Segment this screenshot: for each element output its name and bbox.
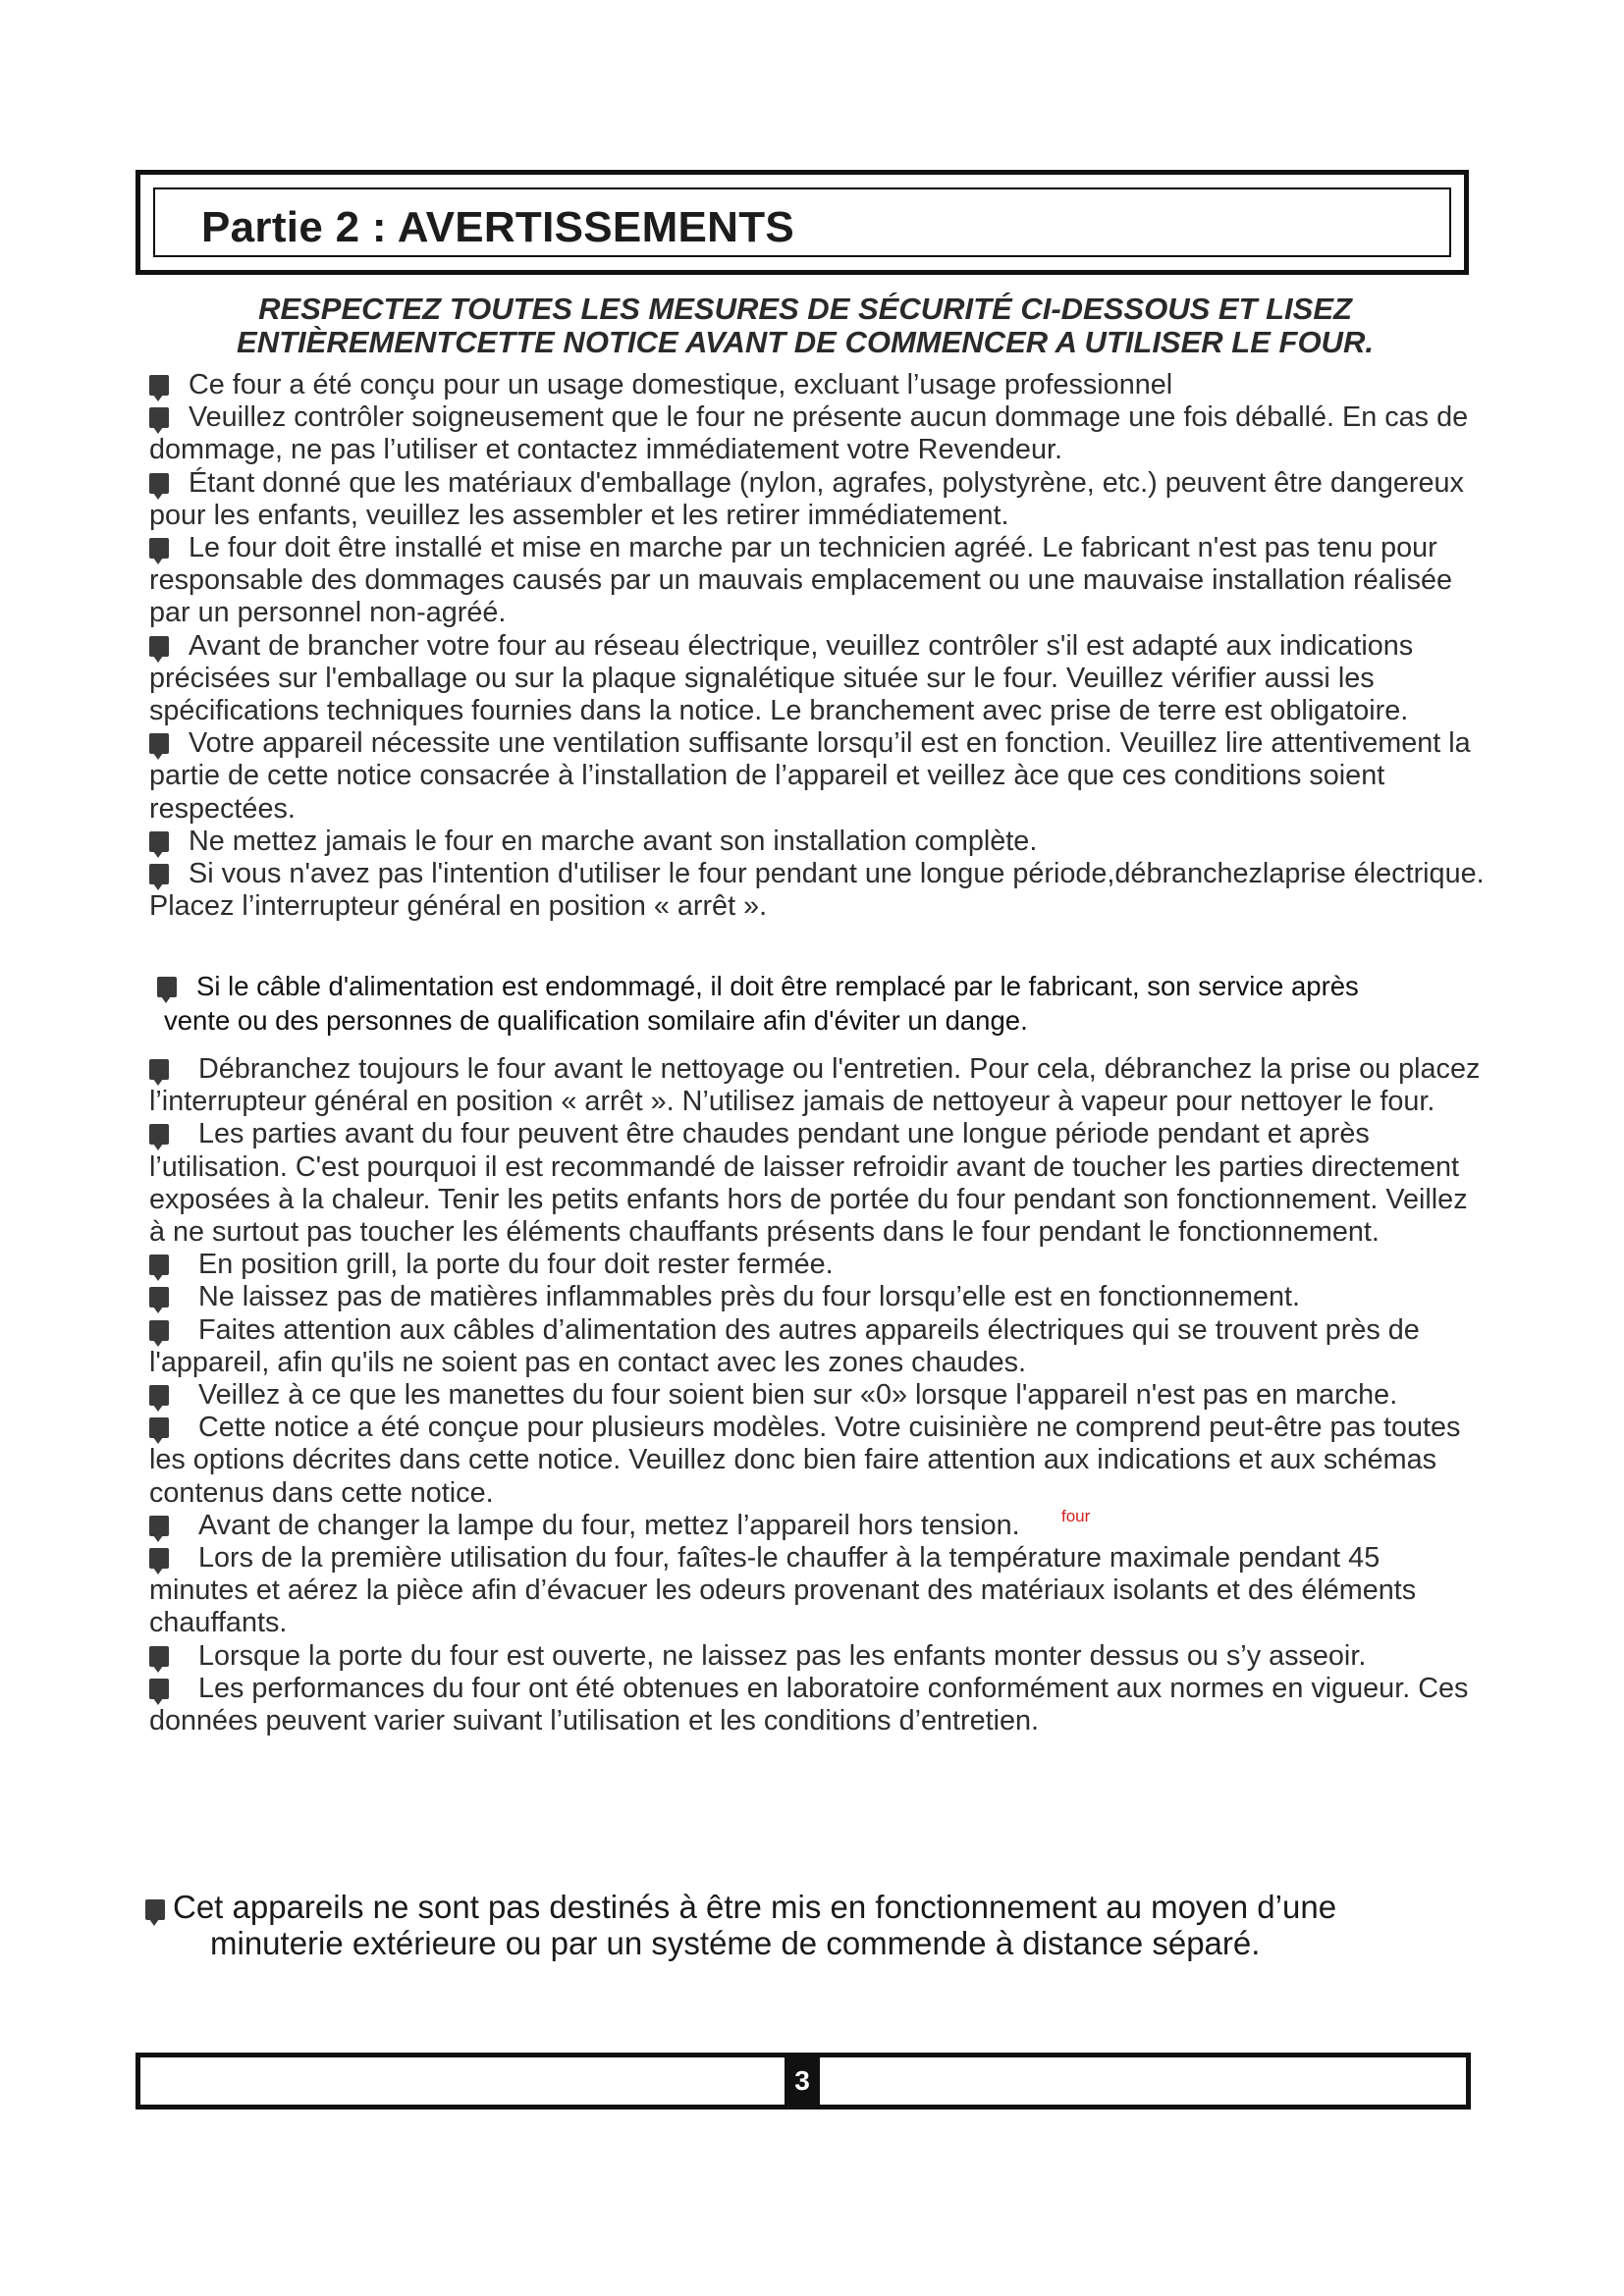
remote-control-note: Cet appareils ne sont pas destinés à être mis en fonctionnement au moyen d’une minuterie extérieure ou par un systéme de commende à distance séparé.: [145, 1889, 1549, 1961]
warning-item: Le four doit être installé et mise en marche par un technicien agréé. Le fabricant n'est pas tenu pour responsable des dommages causés par un mauvais emplacement ou une mauvaise installation réalisée par un personnel non-agréé.: [149, 532, 1453, 629]
bullet-icon: [149, 1059, 169, 1080]
bullet-icon: [149, 1287, 169, 1308]
bullet-icon: [149, 1548, 169, 1569]
warning-item: Votre appareil nécessite une ventilation suffisante lorsqu’il est en fonction. Veuillez lire attentivement la partie de cette notice consacrée à l’installation de l’appareil et veillez àce que ces conditions soient respectées.: [149, 727, 1471, 825]
footer-bar: [135, 2053, 1471, 2109]
power-cable-warning: Si le câble d'alimentation est endommagé, il doit être remplacé par le fabricant, son service après vente ou des personnes de qualification somilaire afin d'éviter un dange.: [157, 969, 1532, 1038]
bullet-icon: [149, 1385, 169, 1406]
warning-item: Si vous n'avez pas l'intention d'utiliser le four pendant une longue période,débranchezlaprise électrique. Placez l’interrupteur général en position « arrêt ».: [149, 858, 1485, 923]
bullet-icon: [149, 636, 169, 657]
warning-item: Cette notice a été conçue pour plusieurs modèles. Votre cuisinière ne comprend peut-être pas toutes les options décrites dans cette notice. Veuillez donc bien faire attention aux indications et aux schémas contenus dans cette notice.: [149, 1412, 1461, 1509]
warning-item: Avant de changer la lampe du four, mettez l’appareil hors tension.: [149, 1510, 1487, 1542]
bullet-icon: [149, 1646, 169, 1667]
bullet-icon: [149, 1320, 169, 1341]
bullet-icon: [149, 473, 169, 494]
bullet-icon: [149, 1417, 169, 1438]
warning-item: Lorsque la porte du four est ouverte, ne laissez pas les enfants monter dessus ou s’y asseoir.: [149, 1640, 1487, 1673]
page-number: 3: [785, 2057, 820, 2105]
bullet-icon: [149, 407, 169, 428]
warning-item: Lors de la première utilisation du four, faîtes-le chauffer à la température maximale pendant 45 minutes et aérez la pièce afin d’évacuer les odeurs provenant des matériaux isolants et des éléments chauffants.: [149, 1542, 1417, 1639]
warnings-list-2: [149, 1053, 1487, 1737]
warning-item: Faites attention aux câbles d’alimentation des autres appareils électriques qui se trouvent près de l'appareil, afin qu'ils ne soient pas en contact avec les zones chaudes.: [149, 1313, 1420, 1378]
safety-intro: RESPECTEZ TOUTES LES MESURES DE SÉCURITÉ CI-DESSOUS ET LISEZ ENTIÈREMENTCETTE NOTICE AVANT DE COMMENCER A UTILISER LE FOUR.: [237, 292, 1374, 359]
bullet-icon: [149, 864, 169, 884]
bullet-icon: [149, 1679, 169, 1699]
page-title: Partie 2 : AVERTISSEMENTS: [201, 203, 795, 251]
bullet-icon: [149, 538, 169, 559]
warning-item: Ne laissez pas de matières inflammables près du four lorsqu’elle est en fonctionnement.: [149, 1281, 1487, 1313]
warning-item: Veuillez contrôler soigneusement que le four ne présente aucun dommage une fois déballé. En cas de dommage, ne pas l’utiliser et contactez immédiatement votre Revendeur.: [149, 401, 1469, 466]
bullet-icon: [149, 1124, 169, 1145]
warning-item: Veillez à ce que les manettes du four soient bien sur «0» lorsque l'appareil n'est pas en marche.: [149, 1379, 1487, 1412]
warning-item: Ce four a été conçu pour un usage domestique, excluant l’usage professionnel: [149, 369, 1487, 401]
bullet-icon: [149, 1255, 169, 1275]
warning-item: En position grill, la porte du four doit rester fermée.: [149, 1249, 1487, 1281]
warning-item: Les performances du four ont été obtenues en laboratoire conformément aux normes en vigueur. Ces données peuvent varier suivant l’utilisation et les conditions d’entretien.: [149, 1672, 1469, 1737]
bullet-icon: [145, 1899, 165, 1920]
warning-item: Avant de brancher votre four au réseau électrique, veuillez contrôler s'il est adapté aux indications précisées sur l'emballage ou sur la plaque signalétique située sur le four. Veuillez vérifier aussi les spécifications techniques fournies dans la notice. Le branchement avec prise de terre est obligatoire.: [149, 629, 1414, 727]
warnings-list-1: [149, 369, 1487, 923]
bullet-icon: [149, 1516, 169, 1536]
bullet-icon: [157, 977, 177, 997]
warning-item: Ne mettez jamais le four en marche avant son installation complète.: [149, 826, 1487, 858]
warning-item: Étant donné que les matériaux d'emballage (nylon, agrafes, polystyrène, etc.) peuvent être dangereux pour les enfants, veuillez les assembler et les retirer immédiatement.: [149, 466, 1464, 531]
bullet-icon: [149, 733, 169, 754]
bullet-icon: [149, 375, 169, 396]
bullet-icon: [149, 831, 169, 852]
header-frame: [135, 170, 1469, 275]
warning-item: Les parties avant du four peuvent être chaudes pendant une longue période pendant et après l’utilisation. C'est pourquoi il est recommandé de laisser refroidir avant de toucher les parties directement exposées à la chaleur. Tenir les petits enfants hors de portée du four pendant son fonctionnement. Veillez à ne surtout pas toucher les éléments chauffants présents dans le four pendant le fonctionnement.: [149, 1118, 1468, 1249]
overlay-correction-text: four: [1061, 1507, 1091, 1525]
warning-item: Débranchez toujours le four avant le nettoyage ou l'entretien. Pour cela, débranchez la prise ou placez l’interrupteur général en position « arrêt ». N’utilisez jamais de nettoyeur à vapeur pour nettoyer le four.: [149, 1053, 1481, 1118]
